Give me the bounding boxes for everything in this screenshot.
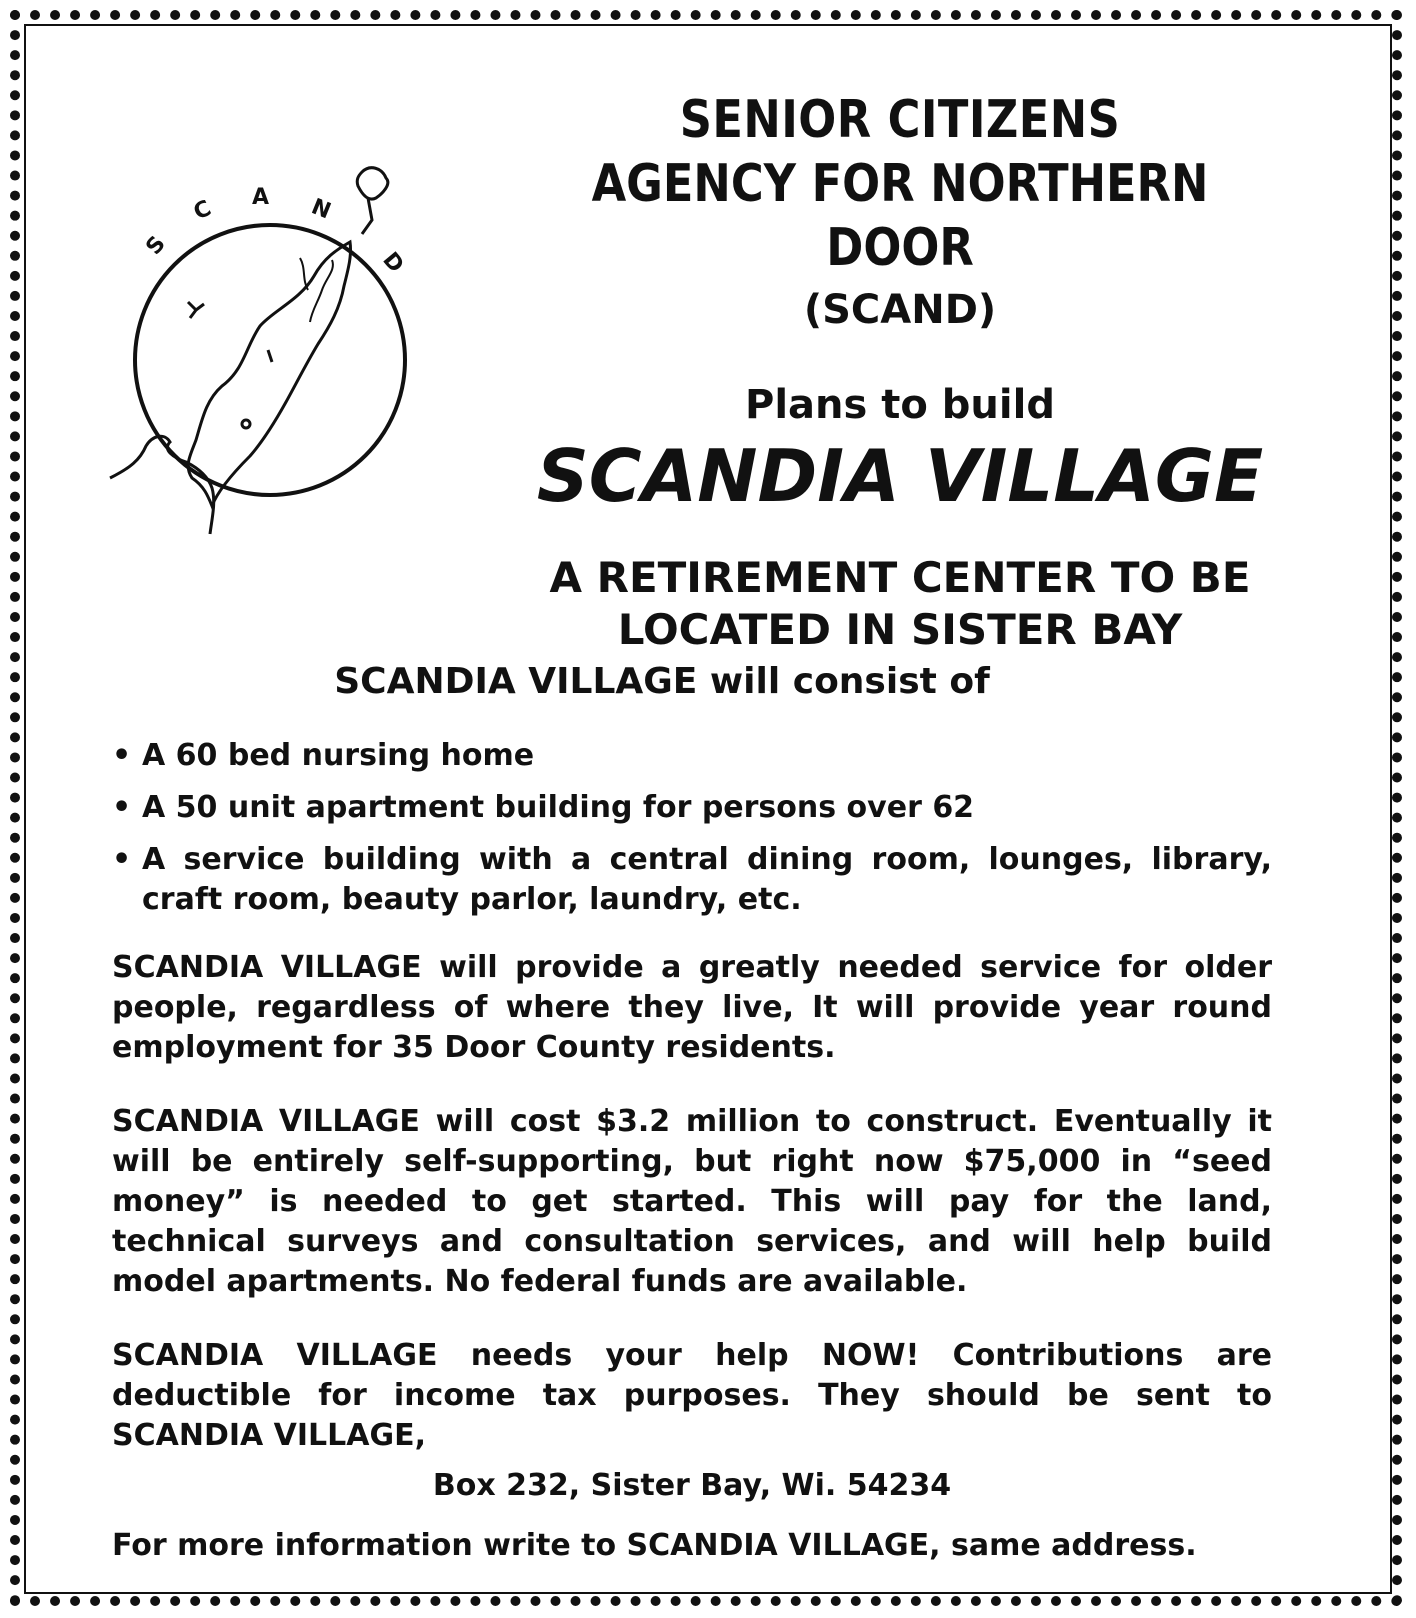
ad-header — [470, 88, 1330, 656]
door-county-map-icon — [100, 150, 440, 570]
list-item: • A 50 unit apartment building for persons over 62 — [112, 788, 1272, 828]
paragraph-service: SCANDIA VILLAGE will provide a greatly needed service for older people, regardless of where they live, It will provide year round employment for 35 Door County residents. — [112, 950, 1272, 1065]
mailing-address: Box 232, Sister Bay, Wi. 54234 — [432, 1468, 952, 1503]
list-item: • A 60 bed nursing home — [112, 736, 1272, 776]
agency-name-line2: AGENCY FOR NORTHERN DOOR — [591, 154, 1209, 278]
agency-name-line1: SENIOR CITIZENS — [679, 90, 1121, 150]
consist-heading: SCANDIA VILLAGE will consist of — [334, 661, 990, 702]
retirement-line2: LOCATED IN SISTER BAY — [617, 605, 1183, 654]
feature-list — [112, 736, 1272, 920]
paragraph-help: SCANDIA VILLAGE needs your help NOW! Contributions are deductible for income tax purposes. They should be sent to SCANDIA VILLAGE, — [112, 1338, 1272, 1453]
agency-acronym: (SCAND) — [803, 287, 997, 333]
list-item: • A service building with a central dining room, lounges, library, craft room, beauty parlor, laundry, etc. — [112, 840, 1272, 920]
logo-letter-s: S — [141, 231, 171, 260]
logo-letter-d: D — [377, 247, 409, 278]
retirement-line1: A RETIREMENT CENTER TO BE — [549, 553, 1251, 602]
paragraph-cost: SCANDIA VILLAGE will cost $3.2 million to construct. Eventually it will be entirely self-supporting, but right now $75,000 in “seed money” is needed to get started. This will pay for the land, technical surveys and consultation services, and will help build model apartments. No federal funds are available. — [112, 1104, 1272, 1299]
logo-letter-a: A — [252, 185, 270, 210]
logo-letter-n: N — [307, 194, 335, 225]
ad-body — [112, 660, 1272, 1566]
logo-letter-c: C — [189, 195, 216, 226]
village-title: SCANDIA VILLAGE — [536, 434, 1264, 518]
scand-logo — [100, 150, 440, 570]
plans-line: Plans to build — [745, 382, 1055, 428]
more-info-line: For more information write to SCANDIA VILLAGE, same address. — [112, 1528, 1197, 1563]
